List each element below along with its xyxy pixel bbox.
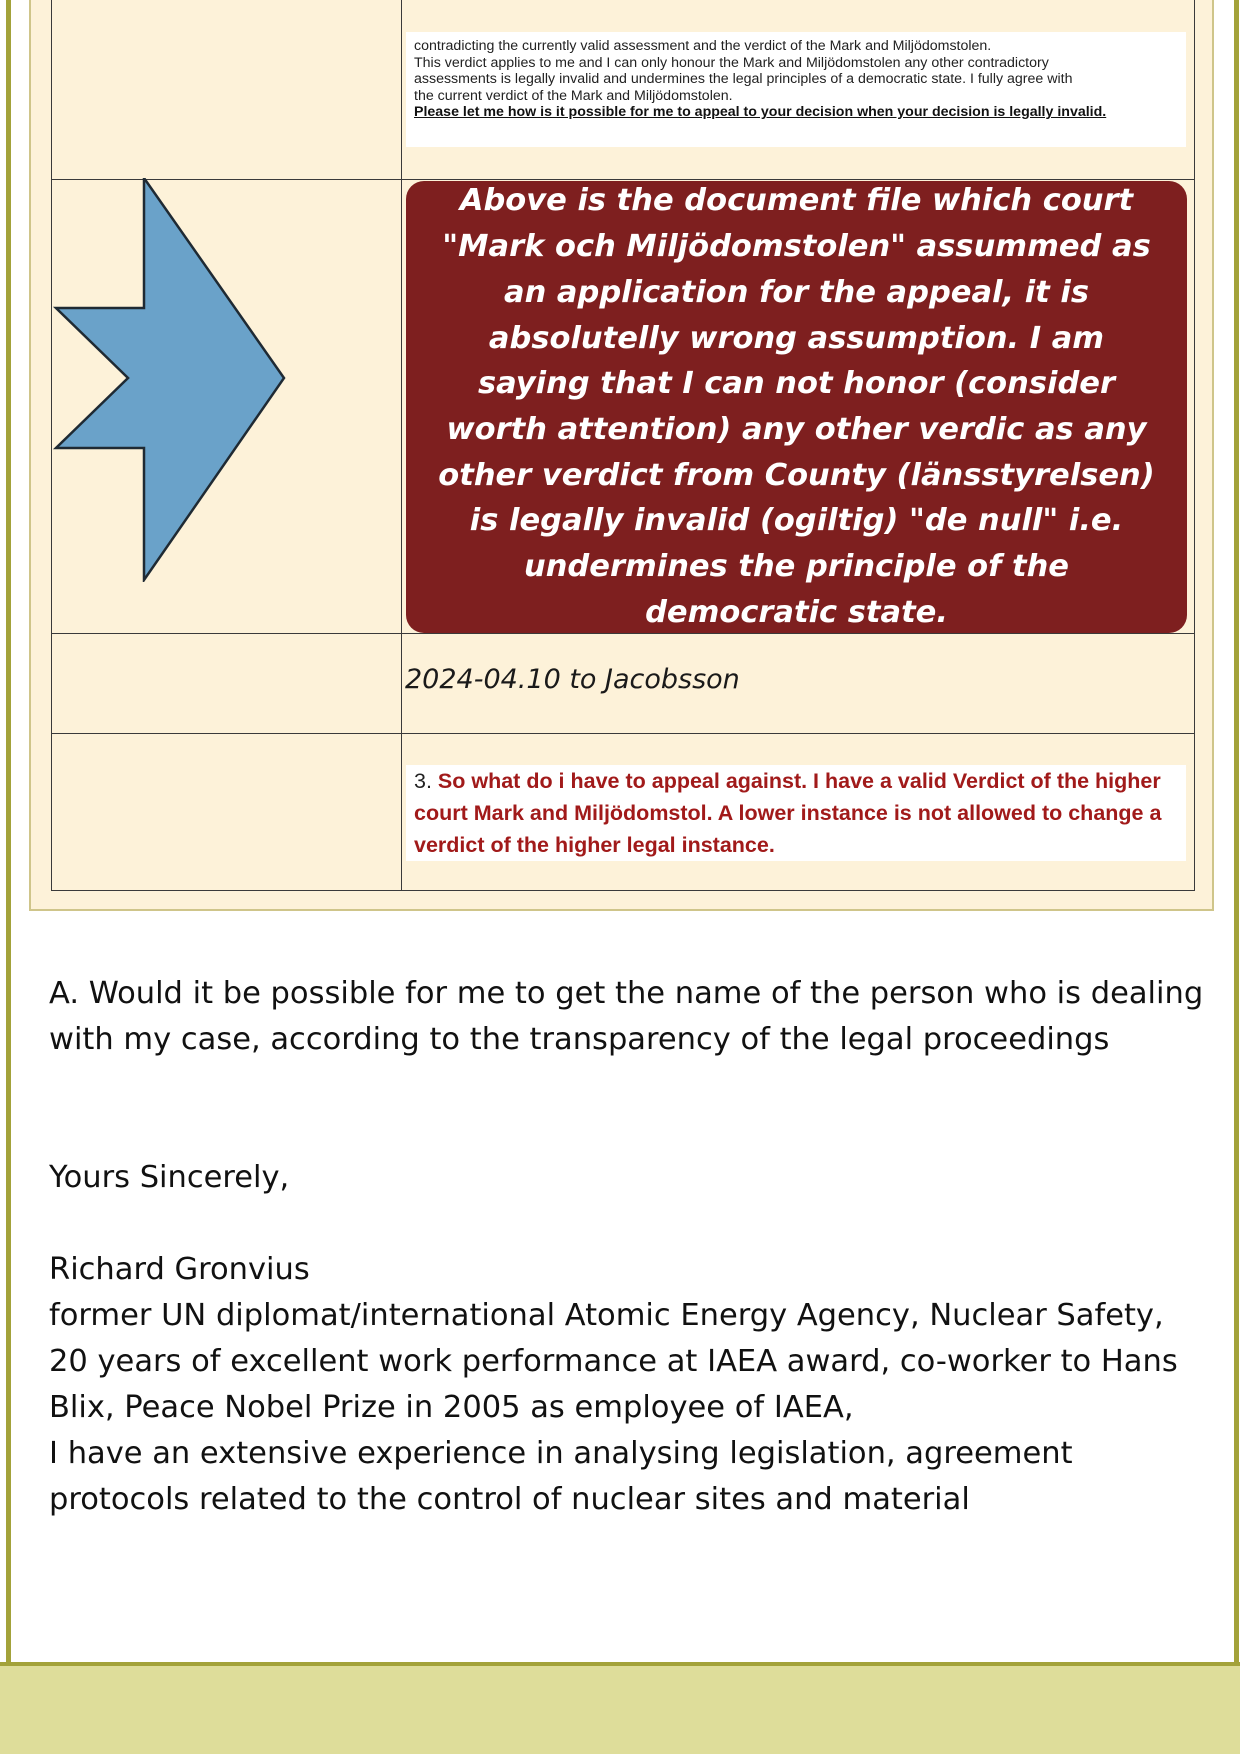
date-recipient-label: 2024-04.10 to Jacobsson [405,664,740,695]
callout-box [406,181,1187,633]
page-border-right [1234,0,1239,1663]
signature-name: Richard Gronvius [49,1252,310,1287]
callout-text: Above is the document file which court "Mark och Miljödomstolen" assummed as an application for the appeal, it is absolutelly wrong assumption. I am saying that I can not honor (consider worth attention) any other verdic as any other verdict from County (länsstyrelsen) is legally invalid (ogiltig) "de null" i.e. undermines the principle of the democratic state. [438,183,1155,630]
signature-experience: I have an extensive experience in analysing legislation, agreement protocols related to the control of nuclear sites and material [49,1436,1073,1517]
excerpt-underlined-line: Please let me how is it possible for me to appeal to your decision when your decision is legally invalid. [414,104,1107,120]
excerpt-line: This verdict applies to me and I can only honour the Mark and Miljödomstolen any other contradictory [414,54,1049,71]
table-row-divider [51,733,1195,734]
table-column-divider [401,0,402,891]
closing-line: Yours Sincerely, [49,1160,290,1195]
table-bottom-border [51,890,1195,891]
page-border-left [6,0,11,1663]
excerpt-line: the current verdict of the Mark and Miljödomstolen. [414,87,733,104]
page-footer-band [0,1662,1240,1754]
point-number: 3. [414,769,432,793]
quoted-point-3 [406,765,1186,861]
point-text: So what do i have to appeal against. I have a valid Verdict of the higher court Mark and Miljödomstol. A lower instance is not allowed to change a verdict of the higher legal instance. [414,769,1162,857]
letter-excerpt [406,32,1186,147]
arrow-right-icon [52,178,292,582]
excerpt-line: contradicting the currently valid assessment and the verdict of the Mark and Miljödomstolen. [414,38,992,54]
signature-credentials: former UN diplomat/international Atomic Energy Agency, Nuclear Safety, 20 years of excellent work performance at IAEA award, co-worker to Hans Blix, Peace Nobel Prize in 2005 as employee of IAEA, [49,1298,1178,1425]
table-right-border [1194,0,1195,891]
excerpt-line: assessments is legally invalid and undermines the legal principles of a democratic state. I fully agree with [414,71,1073,87]
question-paragraph: A. Would it be possible for me to get the name of the person who is dealing with my case, according to the transparency of the legal proceedings [49,976,1204,1057]
